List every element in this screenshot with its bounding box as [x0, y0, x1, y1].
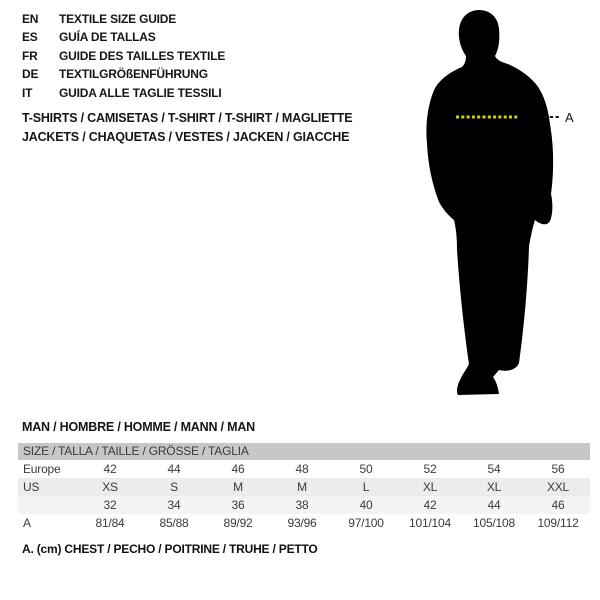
- size-table-row: [18, 514, 590, 532]
- language-code: ES: [22, 30, 38, 45]
- man-silhouette-svg: [420, 5, 590, 395]
- size-value-cell: M: [297, 480, 307, 494]
- size-value-cell: 44: [487, 498, 501, 512]
- measure-label-a: A: [565, 110, 574, 125]
- size-table-row: [18, 460, 590, 478]
- product-line-jackets: JACKETS / CHAQUETAS / VESTES / JACKEN / GIACCHE: [22, 130, 350, 144]
- size-value-cell: 42: [103, 462, 117, 476]
- size-value-cell: XXL: [546, 480, 570, 494]
- size-value-cell: 56: [551, 462, 565, 476]
- size-value-cell: 109/112: [537, 516, 579, 530]
- size-table-body: [18, 460, 590, 532]
- size-value-cell: 101/104: [409, 516, 451, 530]
- product-line-tshirts: T-SHIRTS / CAMISETAS / T-SHIRT / T-SHIRT / MAGLIETTE: [22, 111, 353, 125]
- size-value-cell: 38: [295, 498, 309, 512]
- row-label: A: [23, 516, 31, 530]
- language-label: TEXTILGRÖßENFÜHRUNG: [59, 67, 208, 82]
- size-value-cell: 81/84: [95, 516, 125, 530]
- size-value-cell: 36: [231, 498, 245, 512]
- size-value-cell: 32: [103, 498, 117, 512]
- row-label: Europe: [23, 462, 61, 476]
- section-title-man: MAN / HOMBRE / HOMME / MANN / MAN: [22, 420, 255, 434]
- size-value-cell: XL: [486, 480, 502, 494]
- language-row: [22, 28, 225, 46]
- size-value-cell: 52: [423, 462, 437, 476]
- size-value-cell: 85/88: [159, 516, 189, 530]
- size-value-cell: 44: [167, 462, 181, 476]
- language-row: [22, 47, 225, 65]
- language-label: GUÍA DE TALLAS: [59, 30, 156, 45]
- size-value-cell: 89/92: [223, 516, 253, 530]
- size-table: [18, 443, 590, 532]
- row-label: [18, 496, 78, 514]
- size-value-cell: 54: [487, 462, 501, 476]
- size-value-cell: L: [362, 480, 370, 494]
- size-value-cell: 50: [359, 462, 373, 476]
- language-code: FR: [22, 48, 38, 63]
- size-value-cell: M: [233, 480, 243, 494]
- size-value-cell: 105/108: [473, 516, 515, 530]
- language-code: EN: [22, 12, 39, 26]
- language-label: GUIDA ALLE TAGLIE TESSILI: [59, 85, 222, 100]
- language-row: [22, 65, 225, 83]
- row-label: US: [23, 480, 40, 494]
- figure: [420, 5, 590, 395]
- language-list: [22, 10, 225, 102]
- size-table-row: [18, 496, 590, 514]
- size-value-cell: XL: [422, 480, 438, 494]
- language-code: IT: [22, 85, 33, 100]
- size-table-row: [18, 478, 590, 496]
- language-label: GUIDE DES TAILLES TEXTILE: [59, 48, 226, 63]
- man-silhouette: [426, 10, 553, 395]
- size-value-cell: 93/96: [287, 516, 317, 530]
- size-table-header: SIZE / TALLA / TAILLE / GRÖSSE / TAGLIA: [18, 443, 590, 460]
- language-row: [22, 84, 225, 102]
- size-value-cell: 34: [167, 498, 181, 512]
- product-category-list: [22, 109, 352, 147]
- size-value-cell: 42: [423, 498, 437, 512]
- size-value-cell: 48: [295, 462, 309, 476]
- language-row: [22, 10, 225, 28]
- size-value-cell: 40: [359, 498, 373, 512]
- size-value-cell: 97/100: [348, 516, 384, 530]
- size-value-cell: XS: [102, 480, 118, 494]
- language-code: DE: [22, 67, 39, 82]
- size-value-cell: 46: [551, 498, 565, 512]
- size-value-cell: 46: [231, 462, 245, 476]
- language-label: TEXTILE SIZE GUIDE: [59, 12, 177, 26]
- chest-measure-footnote: A. (cm) CHEST / PECHO / POITRINE / TRUHE / PETTO: [22, 542, 318, 556]
- size-value-cell: S: [170, 480, 178, 494]
